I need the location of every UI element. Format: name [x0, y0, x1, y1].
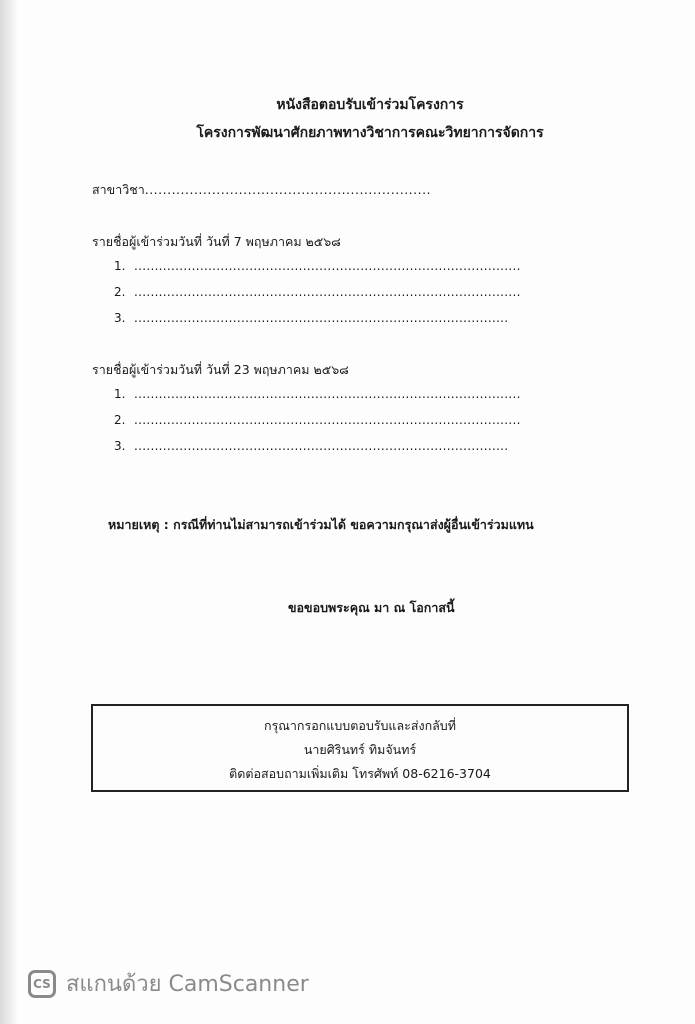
thanks-text: ขอขอบพระคุณ มา ณ โอกาสนี้	[288, 600, 455, 615]
department-label: สาขาวิชา	[92, 182, 145, 197]
session1-heading: รายชื่อผู้เข้าร่วมวันที่ วันที่ 7 พฤษภาคม ๒๕๖๘	[92, 234, 341, 249]
project-title: โครงการพัฒนาศักยภาพทางวิชาการคณะวิทยาการจัดการ	[196, 125, 544, 141]
camscanner-icon: CS	[28, 970, 56, 998]
row-dots: ..............................................................................................	[134, 285, 521, 299]
camscanner-watermark	[28, 966, 309, 1001]
row-number: 3.	[114, 311, 126, 325]
session1-row	[114, 285, 521, 299]
session2-row	[114, 439, 508, 453]
row-dots: ..............................................................................................	[134, 259, 521, 273]
row-number: 1.	[114, 387, 126, 401]
row-dots: ..............................................................................................	[134, 387, 521, 401]
session2-row	[114, 413, 521, 427]
document-title: หนังสือตอบรับเข้าร่วมโครงการ	[276, 97, 464, 113]
note-text: หมายเหตุ : กรณีที่ท่านไม่สามารถเข้าร่วมได้ ขอความกรุณาส่งผู้อื่นเข้าร่วมแทน	[108, 517, 534, 532]
watermark-text: สแกนด้วย CamScanner	[66, 972, 309, 997]
contact-box	[91, 704, 629, 792]
row-dots: ..............................................................................................	[134, 413, 521, 427]
department-field	[92, 180, 431, 200]
session1-row	[114, 259, 521, 273]
session1-row	[114, 311, 508, 325]
scan-edge-shadow	[0, 0, 18, 1024]
row-number: 1.	[114, 259, 126, 273]
row-number: 3.	[114, 439, 126, 453]
session2-row	[114, 387, 521, 401]
row-number: 2.	[114, 413, 126, 427]
row-number: 2.	[114, 285, 126, 299]
department-dots: ................................................................	[144, 182, 432, 197]
row-dots: ...........................................................................................	[134, 311, 509, 325]
session2-heading: รายชื่อผู้เข้าร่วมวันที่ วันที่ 23 พฤษภาคม ๒๕๖๘	[92, 362, 349, 377]
contact-instruction: กรุณากรอกแบบตอบรับและส่งกลับที่	[264, 718, 456, 733]
contact-phone: ติดต่อสอบถามเพิ่มเติม โทรศัพท์ 08-6216-3704	[229, 766, 491, 781]
row-dots: ...........................................................................................	[134, 439, 509, 453]
contact-name: นายศิรินทร์ ทิมจันทร์	[303, 742, 417, 757]
